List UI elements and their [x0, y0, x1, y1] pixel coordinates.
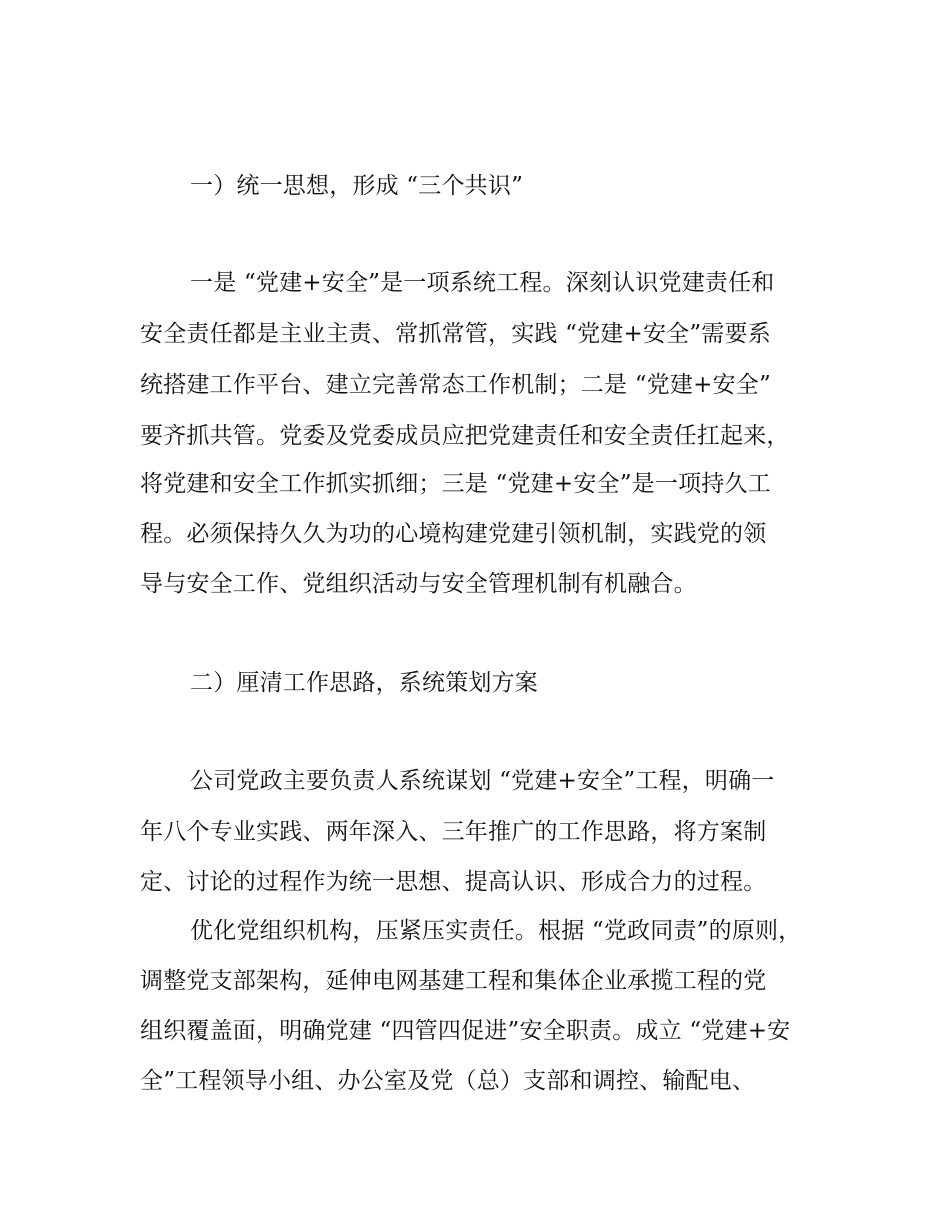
paragraph-line: 导与安全工作、党组织活动与安全管理机制有机融合。: [140, 571, 697, 597]
paragraph-line: 统搭建工作平台、建立完善常态工作机制；二是 “党建+安全”: [140, 372, 771, 398]
section-heading-1: 一）统一思想，形成 “三个共识”: [190, 173, 524, 199]
paragraph-line: 要齐抓共管。党委及党委成员应把党建责任和安全责任扛起来，: [140, 423, 790, 449]
paragraph-line: 安全责任都是主业主责、常抓常管，实践 “党建+安全”需要系: [140, 321, 771, 347]
paragraph-line: 定、讨论的过程作为统一思想、提高认识、形成合力的过程。: [140, 869, 767, 895]
paragraph-line: 公司党政主要负责人系统谋划 “党建+安全”工程，明确一: [190, 768, 775, 794]
paragraph-line: 优化党组织机构，压紧压实责任。根据 “党政同责”的原则，: [190, 918, 802, 944]
paragraph-line: 组织覆盖面，明确党建 “四管四促进”安全职责。成立 “党建+安: [140, 1018, 791, 1044]
paragraph-line: 一是 “党建+安全”是一项系统工程。深刻认识党建责任和: [190, 270, 775, 296]
section-heading-2: 二）厘清工作思路，系统策划方案: [190, 670, 538, 696]
paragraph-line: 程。必须保持久久为功的心境构建党建引领机制，实践党的领: [140, 521, 767, 547]
paragraph-line: 将党建和安全工作抓实抓细；三是 “党建+安全”是一项持久工: [140, 471, 771, 497]
paragraph-line: 调整党支部架构，延伸电网基建工程和集体企业承揽工程的党: [140, 968, 767, 994]
paragraph-line: 全”工程领导小组、办公室及党（总）支部和调控、输配电、: [140, 1068, 756, 1094]
paragraph-line: 年八个专业实践、两年深入、三年推广的工作思路，将方案制: [140, 819, 767, 845]
